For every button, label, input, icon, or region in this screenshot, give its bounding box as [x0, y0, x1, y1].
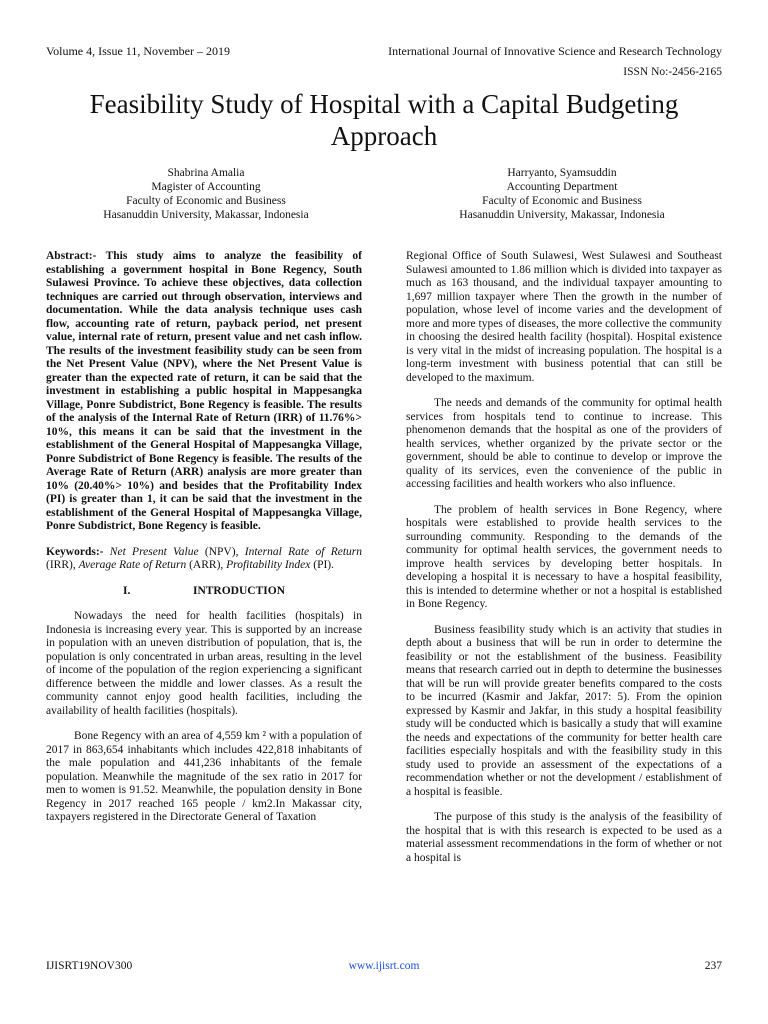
issn-number: ISSN No:-2456-2165: [623, 66, 722, 78]
keyword: Internal Rate of Return: [244, 545, 362, 558]
section-title: INTRODUCTION: [192, 584, 285, 597]
author-faculty: Faculty of Economic and Business: [482, 195, 642, 207]
keyword-abbr: (NPV),: [198, 545, 245, 558]
author-name: Shabrina Amalia: [167, 167, 245, 179]
keyword-abbr: (IRR),: [46, 559, 79, 571]
keyword: Average Rate of Return: [78, 559, 187, 571]
paragraph: The problem of health services in Bone Regency, where hospitals were established to provide health services to the surrounding community. Responding to the demands of the community for optimal health services, the government needs to improve health services by developing better hospitals. In developing a hospital it is necessary to have a hospital feasibility, this is intended to determine whether or not a hospital is established in Bone Regency.: [406, 503, 722, 610]
author-block-2: [402, 166, 722, 222]
volume-info: Volume 4, Issue 11, November – 2019: [46, 44, 230, 58]
paragraph: The needs and demands of the community for optimal health services from hospitals tend to continue to increase. This phenomenon demands that the hospital as one of the providers of health services, whether organized by the private sector or the government, should be able to continue to develop or improve the quality of its services, even the convenience of the public in accessing facilities and health workers who also influence.: [406, 397, 722, 490]
page-number: 237: [704, 960, 722, 972]
author-faculty: Faculty of Economic and Business: [126, 195, 286, 207]
right-column: [406, 250, 722, 877]
left-column: [46, 250, 362, 837]
abstract: Abstract:- This study aims to analyze the feasibility of establishing a government hospital in Bone Regency, South Sulawesi Province. To achieve these objectives, data collection techniques are carried out through observation, interviews and documentation. While the data analysis technique uses cash flow, accounting rate of return, payback period, net present value, internal rate of return, present value and net cash inflow. The results of the investment feasibility study can be seen from the Net Present Value (NPV), where the Net Present Value is greater than the expected rate of return, it can be said that the investment in establishing a public hospital in Mappesangka Village, Ponre Subdistrict, Bone Regency is feasible. The results of the analysis of the Internal Rate of Return (IRR) of 11.76%> 10%, this means it can be said that the investment in the establishment of the General Hospital of Mappesangka Village, Ponre Subdistrict of Bone Regency is feasible. The results of the Average Rate of Return (ARR) analysis are more greater than 10% (20.40%> 10%) and besides that the Profitability Index (PI) is greater than 1, it can be said that the investment in the establishment of the General Hospital of Mappesangka Village, Ponre Subdistrict, Bone Regency is feasible.: [46, 250, 362, 532]
author-role: Magister of Accounting: [151, 181, 261, 193]
section-heading: [46, 585, 362, 599]
paragraph: The purpose of this study is the analysis of the feasibility of the hospital that is with this research is expected to be used as a material assessment recommendations in the form of whether or not a hospital is: [406, 811, 722, 864]
author-university: Hasanuddin University, Makassar, Indonesia: [103, 209, 309, 221]
keyword-abbr: (PI).: [310, 559, 335, 571]
author-block-1: [46, 166, 366, 222]
author-name: Harryanto, Syamsuddin: [507, 167, 617, 179]
author-role: Accounting Department: [506, 181, 618, 193]
paragraph: Business feasibility study which is an activity that studies in depth about a business that will be run in order to determine the feasibility or not the establishment of the business. Feasibility means that research carried out in depth to determine the businesses that will be run will provide greater benefits compared to the costs to be incurred (Kasmir and Jakfar, 2017: 5). From the opinion expressed by Kasmir and Jakfar, in this study a hospital feasibility study will be conducted which is basically a study that will examine the needs and expectations of the community for better health care facilities especially hospitals and with the feasibility study in this study used to provide an assessment of the expectations of a recommendation whether or not the development / establishment of a hospital is feasible.: [406, 623, 722, 798]
paper-title: Feasibility Study of Hospital with a Capital Budgeting Approach: [89, 89, 679, 151]
paper-code: IJISRT19NOV300: [46, 960, 133, 972]
paragraph: Regional Office of South Sulawesi, West Sulawesi and Southeast Sulawesi amounted to 1.86 million which is divided into taxpayer as much as 163 thousand, and the individual taxpayer amounting to 1,697 million taxpayer where Then the growth in the number of population, whose level of income varies and the development of more and more types of diseases, the more collective the community in choosing the desired health facility (hospital). Hospital existence is very vital in the midst of increasing population. The hospital is a long-term investment with business potential that can still be developed to the maximum.: [406, 250, 722, 384]
keyword: Profitability Index: [226, 559, 311, 571]
paragraph: Nowadays the need for health facilities (hospitals) in Indonesia is increasing every year. This is supported by an increase in population with an uneven distribution of population, that is, the population is only concentrated in urban areas, resulting in the level of income of the population of the region experiencing a significant difference between the middle and lower classes. As a result the community cannot enjoy good health facilities, including the availability of health facilities (hospitals).: [46, 610, 362, 717]
keywords: [46, 546, 362, 573]
journal-url-link[interactable]: www.ijisrt.com: [348, 960, 420, 972]
keywords-label: Keywords:-: [46, 545, 104, 558]
paragraph: Bone Regency with an area of 4,559 km ² with a population of 2017 in 863,654 inhabitants which includes 422,818 inhabitants of the male population and 441,236 inhabitants of the female population. Meanwhile the magnitude of the sex ratio in 2017 for men to women is 91.52. Meanwhile, the population density in Bone Regency in 2017 reached 165 people / km2.In Makassar city, taxpayers registered in the Directorate General of Taxation: [46, 730, 362, 823]
keyword-abbr: (ARR),: [186, 559, 227, 571]
section-number: I.: [122, 584, 131, 597]
journal-name: International Journal of Innovative Science and Research Technology: [388, 44, 722, 58]
keyword: Net Present Value: [109, 545, 199, 558]
author-university: Hasanuddin University, Makassar, Indonesia: [459, 209, 665, 221]
